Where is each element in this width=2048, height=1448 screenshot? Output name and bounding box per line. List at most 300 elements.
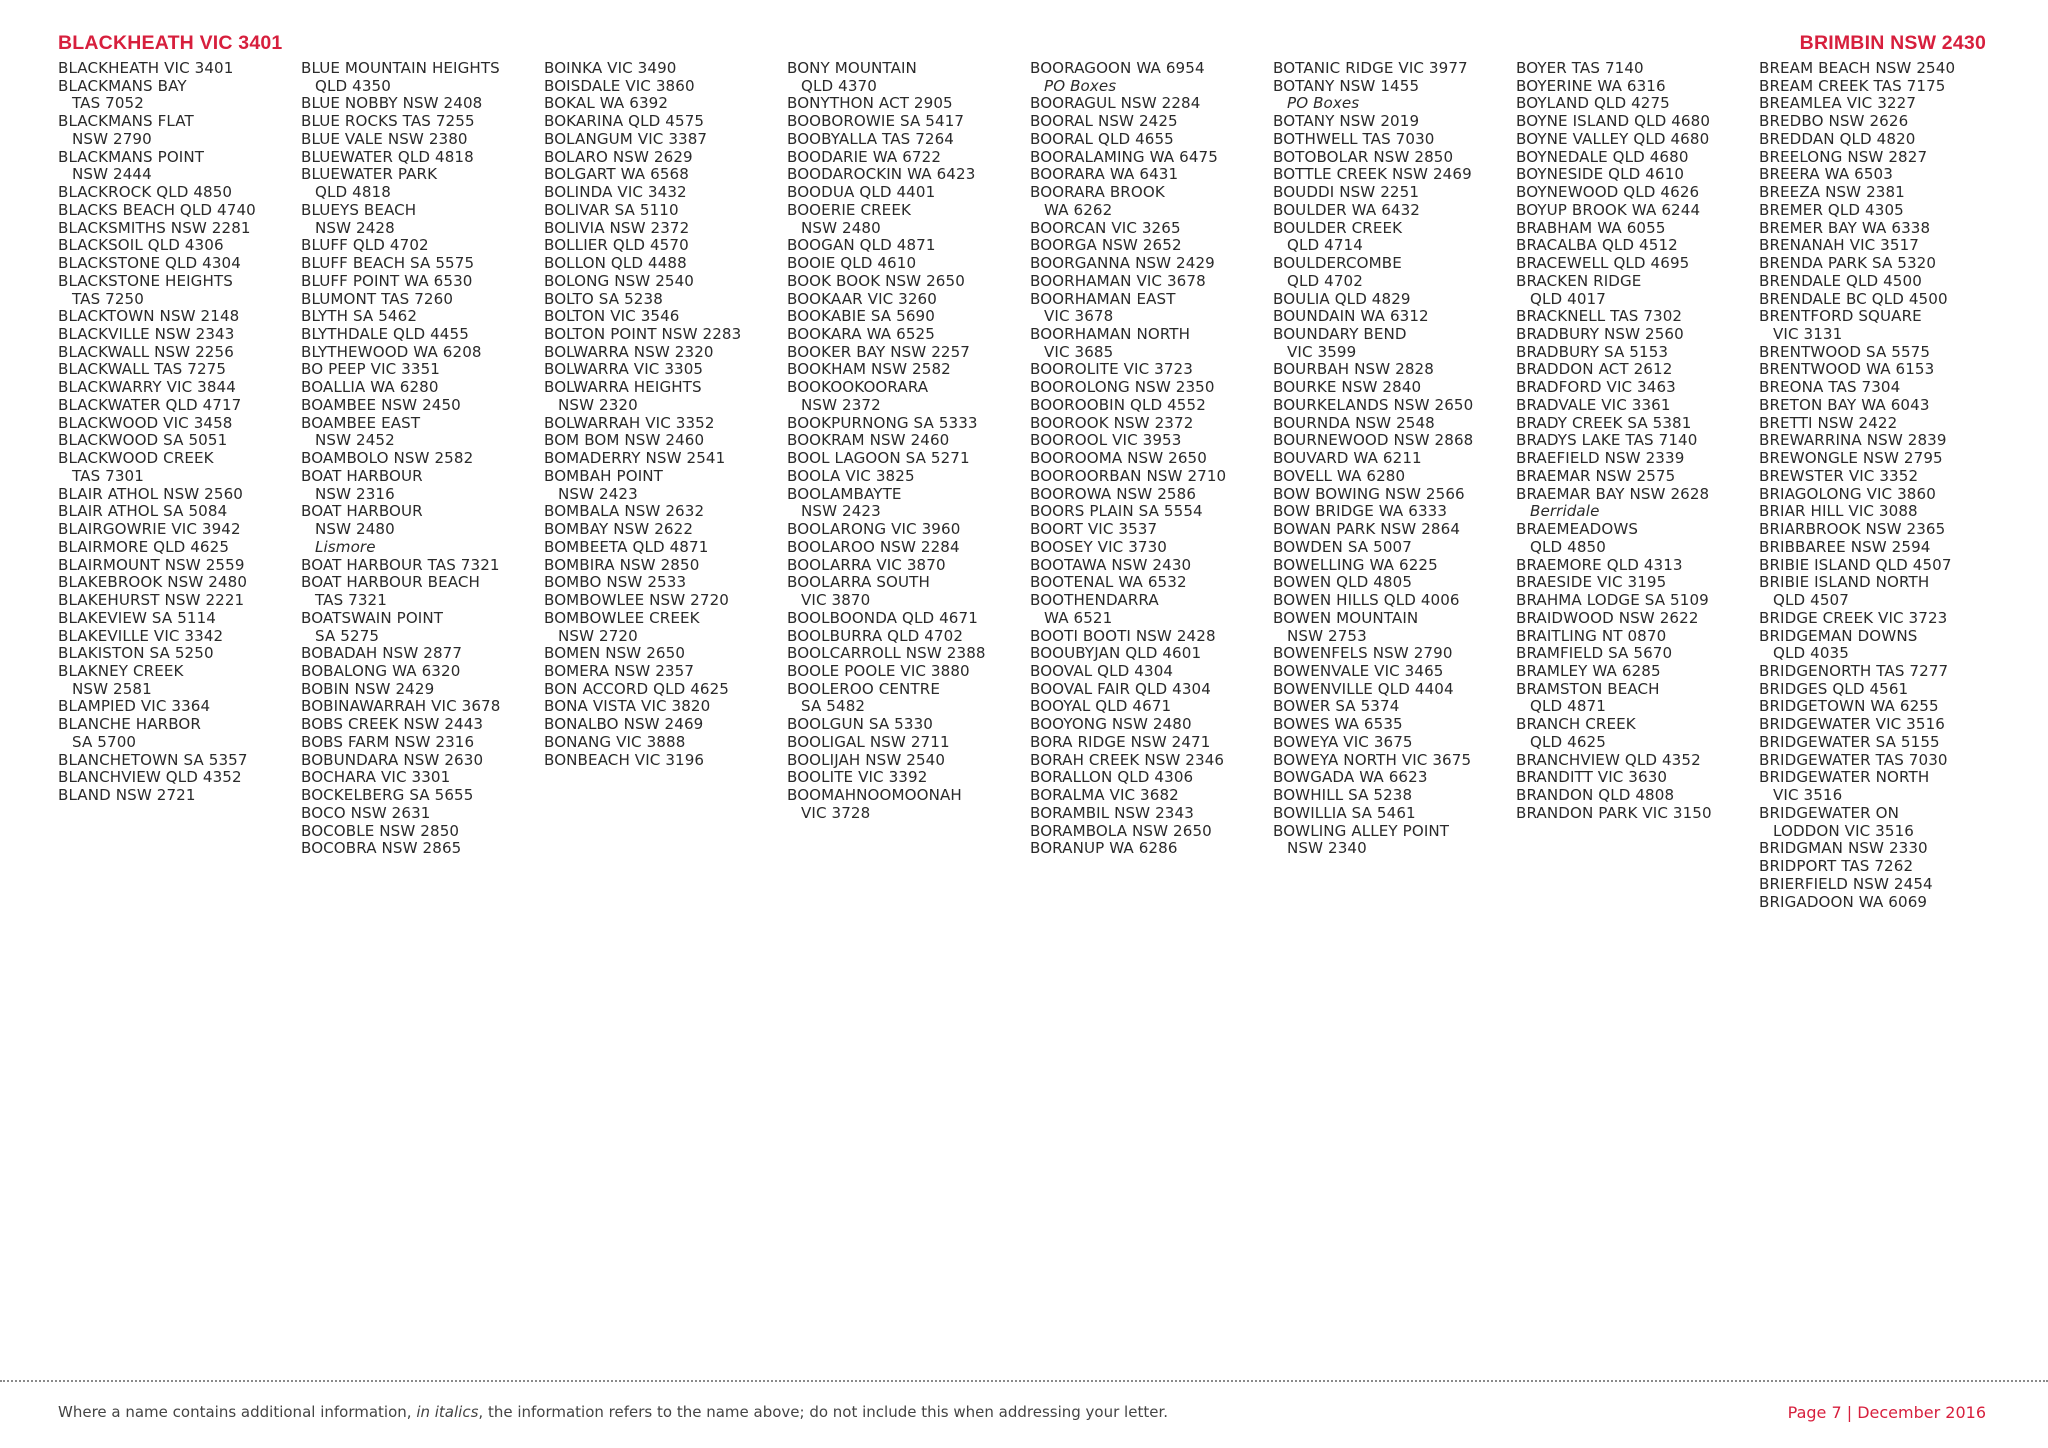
locality-entry xyxy=(301,752,544,770)
locality-name: BOWENVALE VIC 3465 xyxy=(1273,661,1444,680)
locality-name: BOOROORBAN NSW 2710 xyxy=(1030,466,1227,485)
locality-name: BOATSWAIN POINT xyxy=(301,608,444,627)
locality-entry xyxy=(301,503,544,538)
locality-entry xyxy=(1273,184,1516,202)
locality-entry xyxy=(1030,184,1273,219)
locality-entry xyxy=(301,113,544,131)
locality-entry xyxy=(1516,610,1759,628)
locality-name: BRIDGEWATER ON xyxy=(1759,803,1900,822)
locality-entry xyxy=(58,113,301,148)
locality-name: BOOVAL QLD 4304 xyxy=(1030,661,1174,680)
locality-entry xyxy=(544,379,787,414)
locality-entry xyxy=(301,166,544,201)
locality-name: BOAMBEE NSW 2450 xyxy=(301,395,461,414)
locality-state-postcode: SA 5700 xyxy=(72,732,137,751)
header-first-entry: BLACKHEATH VIC 3401 xyxy=(58,32,283,54)
locality-name: BRENANAH VIC 3517 xyxy=(1759,236,1919,255)
locality-entry xyxy=(1516,557,1759,575)
locality-name: BOOKRAM NSW 2460 xyxy=(787,431,950,450)
locality-entry xyxy=(1759,166,2002,184)
locality-name: BOYNESIDE QLD 4610 xyxy=(1516,165,1685,184)
locality-entry xyxy=(301,574,544,609)
locality-entry xyxy=(1516,805,1759,823)
locality-entry xyxy=(1516,574,1759,592)
locality-entry xyxy=(544,237,787,255)
locality-entry xyxy=(1759,255,2002,273)
locality-entry xyxy=(787,521,1030,539)
locality-entry xyxy=(301,823,544,841)
locality-name: BORAH CREEK NSW 2346 xyxy=(1030,750,1225,769)
locality-name: BLAND NSW 2721 xyxy=(58,786,196,805)
locality-name: BOOLCARROLL NSW 2388 xyxy=(787,644,986,663)
locality-column xyxy=(1030,60,1273,911)
locality-name: BOODUA QLD 4401 xyxy=(787,183,936,202)
locality-entry xyxy=(1030,379,1273,397)
locality-entry xyxy=(544,344,787,362)
locality-name: BRANCH CREEK xyxy=(1516,715,1636,734)
locality-name: BOOTAWA NSW 2430 xyxy=(1030,555,1192,574)
locality-name: BORANUP WA 6286 xyxy=(1030,839,1178,858)
locality-entry xyxy=(544,663,787,681)
locality-entry xyxy=(301,60,544,95)
locality-entry xyxy=(787,486,1030,521)
locality-entry xyxy=(1759,663,2002,681)
locality-name: BOMBEETA QLD 4871 xyxy=(544,537,709,556)
locality-entry xyxy=(544,698,787,716)
locality-entry xyxy=(1273,486,1516,504)
locality-entry xyxy=(1273,415,1516,433)
locality-name: BOCHARA VIC 3301 xyxy=(301,768,451,787)
locality-name: BORAMBIL NSW 2343 xyxy=(1030,803,1194,822)
locality-name: BOISDALE VIC 3860 xyxy=(544,76,695,95)
locality-entry xyxy=(1273,166,1516,184)
locality-name: BOOLIGAL NSW 2711 xyxy=(787,732,950,751)
locality-entry xyxy=(1759,131,2002,149)
locality-name: BOWEYA VIC 3675 xyxy=(1273,732,1413,751)
locality-name: BOODARIE WA 6722 xyxy=(787,147,942,166)
locality-state-postcode: NSW 2581 xyxy=(72,679,152,698)
locality-state-postcode: QLD 4507 xyxy=(1773,591,1849,610)
locality-name: BOWAN PARK NSW 2864 xyxy=(1273,520,1461,539)
locality-entry xyxy=(1516,787,1759,805)
locality-name: BLACKSOIL QLD 4306 xyxy=(58,236,224,255)
locality-name: BOLLIER QLD 4570 xyxy=(544,236,689,255)
locality-entry xyxy=(544,645,787,663)
locality-entry xyxy=(1030,805,1273,823)
locality-name: BOORGANNA NSW 2429 xyxy=(1030,254,1215,273)
locality-name: BOORHAMAN EAST xyxy=(1030,289,1176,308)
locality-name: BLAIRGOWRIE VIC 3942 xyxy=(58,520,241,539)
locality-name: BOLWARRA VIC 3305 xyxy=(544,360,704,379)
locality-entry xyxy=(787,361,1030,379)
locality-name: BREAMLEA VIC 3227 xyxy=(1759,94,1917,113)
locality-name: BOVELL WA 6280 xyxy=(1273,466,1406,485)
locality-entry xyxy=(1030,361,1273,379)
locality-name: BRANDON QLD 4808 xyxy=(1516,786,1675,805)
locality-entry xyxy=(1030,486,1273,504)
locality-name: BREMER QLD 4305 xyxy=(1759,200,1904,219)
locality-entry xyxy=(301,663,544,681)
locality-entry xyxy=(58,486,301,504)
locality-entry xyxy=(544,592,787,610)
locality-entry xyxy=(787,202,1030,237)
locality-name: BOYNE VALLEY QLD 4680 xyxy=(1516,129,1710,148)
locality-name: BOLTON VIC 3546 xyxy=(544,307,680,326)
locality-name: BOORCAN VIC 3265 xyxy=(1030,218,1181,237)
locality-name: BRIAR HILL VIC 3088 xyxy=(1759,502,1918,521)
locality-entry xyxy=(1030,787,1273,805)
locality-name: BLUE NOBBY NSW 2408 xyxy=(301,94,483,113)
locality-entry xyxy=(1030,557,1273,575)
locality-name: BOMBOWLEE CREEK xyxy=(544,608,700,627)
locality-state-postcode: NSW 2444 xyxy=(72,165,152,184)
locality-entry xyxy=(1273,149,1516,167)
locality-entry xyxy=(58,237,301,255)
locality-entry xyxy=(1516,60,1759,78)
locality-entry xyxy=(1030,397,1273,415)
locality-name: BOM BOM NSW 2460 xyxy=(544,431,705,450)
locality-entry xyxy=(301,255,544,273)
locality-entry xyxy=(1273,78,1516,96)
locality-name: BOBIN NSW 2429 xyxy=(301,679,435,698)
locality-name: BREWSTER VIC 3352 xyxy=(1759,466,1919,485)
locality-entry xyxy=(58,663,301,698)
locality-name: BLUE ROCKS TAS 7255 xyxy=(301,112,475,131)
locality-entry xyxy=(1273,716,1516,734)
locality-entry xyxy=(1516,716,1759,751)
locality-name: BOYERINE WA 6316 xyxy=(1516,76,1666,95)
locality-entry xyxy=(1759,698,2002,716)
locality-state-postcode: VIC 3516 xyxy=(1773,786,1843,805)
locality-name: BRADBURY SA 5153 xyxy=(1516,342,1669,361)
locality-name: BRETON BAY WA 6043 xyxy=(1759,395,1930,414)
locality-state-postcode: VIC 3870 xyxy=(801,591,871,610)
locality-name: BOOLBURRA QLD 4702 xyxy=(787,626,964,645)
locality-name: BOOTHENDARRA xyxy=(1030,591,1159,610)
locality-entry xyxy=(301,95,544,113)
locality-name: BRADVALE VIC 3361 xyxy=(1516,395,1671,414)
locality-entry xyxy=(301,557,544,575)
locality-name: BOOROOBIN QLD 4552 xyxy=(1030,395,1206,414)
locality-name: BOMBAH POINT xyxy=(544,466,663,485)
locality-entry xyxy=(544,574,787,592)
locality-entry xyxy=(58,645,301,663)
locality-name: BOMBAY NSW 2622 xyxy=(544,520,694,539)
locality-entry xyxy=(1516,131,1759,149)
locality-name: BOUNDARY BEND xyxy=(1273,325,1407,344)
locality-name: BOAMBEE EAST xyxy=(301,413,421,432)
locality-entry xyxy=(1759,876,2002,894)
locality-name: BOOLBOONDA QLD 4671 xyxy=(787,608,978,627)
locality-name: BONALBO NSW 2469 xyxy=(544,715,704,734)
locality-entry xyxy=(1516,184,1759,202)
locality-name: BOOKAAR VIC 3260 xyxy=(787,289,937,308)
locality-name: BLUEYS BEACH xyxy=(301,200,417,219)
locality-entry xyxy=(1273,645,1516,663)
locality-name: BOMBIRA NSW 2850 xyxy=(544,555,700,574)
locality-name: BOOL LAGOON SA 5271 xyxy=(787,449,970,468)
locality-entry xyxy=(58,610,301,628)
locality-entry xyxy=(1516,681,1759,716)
locality-entry xyxy=(787,379,1030,414)
locality-column xyxy=(1273,60,1516,911)
locality-entry xyxy=(301,681,544,699)
locality-entry xyxy=(1030,645,1273,663)
locality-name: BOORT VIC 3537 xyxy=(1030,520,1158,539)
locality-name: BOUNDAIN WA 6312 xyxy=(1273,307,1429,326)
locality-entry xyxy=(1516,166,1759,184)
locality-name: BOW BRIDGE WA 6333 xyxy=(1273,502,1448,521)
locality-name: BOBUNDARA NSW 2630 xyxy=(301,750,484,769)
locality-state-postcode: NSW 2720 xyxy=(558,626,638,645)
locality-entry xyxy=(58,557,301,575)
locality-entry xyxy=(1759,628,2002,663)
locality-name: BOLIVAR SA 5110 xyxy=(544,200,679,219)
locality-name: BOOUBYJAN QLD 4601 xyxy=(1030,644,1202,663)
locality-name: BRAMSTON BEACH xyxy=(1516,679,1660,698)
locality-name: BLACKWOOD VIC 3458 xyxy=(58,413,233,432)
locality-name: BLUFF QLD 4702 xyxy=(301,236,429,255)
locality-name: BORA RIDGE NSW 2471 xyxy=(1030,732,1211,751)
locality-name: BRENDALE QLD 4500 xyxy=(1759,271,1922,290)
locality-entry xyxy=(1759,681,2002,699)
locality-entry xyxy=(301,326,544,344)
locality-entry xyxy=(1030,698,1273,716)
locality-name: BLACKWARRY VIC 3844 xyxy=(58,378,236,397)
locality-entry xyxy=(1273,379,1516,397)
locality-name: BOUVARD WA 6211 xyxy=(1273,449,1422,468)
locality-entry xyxy=(1030,752,1273,770)
locality-entry xyxy=(301,840,544,858)
locality-entry xyxy=(301,698,544,716)
locality-state-postcode: VIC 3599 xyxy=(1287,342,1357,361)
locality-name: BRAEMORE QLD 4313 xyxy=(1516,555,1683,574)
locality-entry xyxy=(58,769,301,787)
locality-name: BREDBO NSW 2626 xyxy=(1759,112,1909,131)
locality-entry xyxy=(301,468,544,503)
locality-name: BOWLING ALLEY POINT xyxy=(1273,821,1450,840)
locality-entry xyxy=(1273,503,1516,521)
locality-entry xyxy=(58,273,301,308)
locality-entry xyxy=(1516,344,1759,362)
locality-entry xyxy=(58,220,301,238)
locality-name: BOUDDI NSW 2251 xyxy=(1273,183,1420,202)
locality-name: BLACKWALL NSW 2256 xyxy=(58,342,234,361)
locality-entry xyxy=(1759,610,2002,628)
locality-entry xyxy=(1516,220,1759,238)
locality-entry xyxy=(1759,769,2002,804)
locality-name: BOOBOROWIE SA 5417 xyxy=(787,112,965,131)
locality-name: BREEZA NSW 2381 xyxy=(1759,183,1905,202)
locality-name: BLAKISTON SA 5250 xyxy=(58,644,214,663)
locality-entry xyxy=(1516,78,1759,96)
locality-name: BOULDERCOMBE xyxy=(1273,254,1402,273)
locality-entry xyxy=(1516,468,1759,486)
locality-name: BRIBBAREE NSW 2594 xyxy=(1759,537,1931,556)
locality-name: BRENDA PARK SA 5320 xyxy=(1759,254,1937,273)
locality-entry xyxy=(1759,184,2002,202)
locality-name: BOORAGOON WA 6954 xyxy=(1030,59,1205,77)
locality-entry xyxy=(1516,592,1759,610)
locality-name: BOOTI BOOTI NSW 2428 xyxy=(1030,626,1216,645)
locality-entry xyxy=(1273,787,1516,805)
locality-entry xyxy=(58,184,301,202)
locality-entry xyxy=(1759,894,2002,912)
locality-name: BOCOBRA NSW 2865 xyxy=(301,839,462,858)
locality-name: BRADBURY NSW 2560 xyxy=(1516,325,1684,344)
locality-name: BOTHWELL TAS 7030 xyxy=(1273,129,1435,148)
locality-name: BOLIVIA NSW 2372 xyxy=(544,218,690,237)
locality-name: BOOROOL VIC 3953 xyxy=(1030,431,1182,450)
locality-state-postcode: QLD 4702 xyxy=(1287,271,1363,290)
locality-entry xyxy=(787,326,1030,344)
locality-entry xyxy=(1516,663,1759,681)
locality-name: BLAIRMORE QLD 4625 xyxy=(58,537,230,556)
locality-name: BRAEMAR NSW 2575 xyxy=(1516,466,1676,485)
locality-entry xyxy=(301,131,544,149)
locality-name: BOLWARRAH VIC 3352 xyxy=(544,413,715,432)
locality-name: BRIDGE CREEK VIC 3723 xyxy=(1759,608,1948,627)
locality-name: BORAMBOLA NSW 2650 xyxy=(1030,821,1212,840)
locality-name: BRETTI NSW 2422 xyxy=(1759,413,1898,432)
locality-entry xyxy=(544,113,787,131)
locality-name: BRIGADOON WA 6069 xyxy=(1759,892,1928,911)
locality-entry xyxy=(1030,220,1273,238)
locality-entry xyxy=(301,397,544,415)
locality-name: BON ACCORD QLD 4625 xyxy=(544,679,730,698)
locality-entry xyxy=(58,787,301,805)
locality-name: BOBALONG WA 6320 xyxy=(301,661,461,680)
locality-entry xyxy=(544,450,787,468)
locality-name: BOTANY NSW 1455 xyxy=(1273,76,1420,95)
locality-entry xyxy=(1759,415,2002,433)
locality-name: BLACKMANS FLAT xyxy=(58,112,194,131)
locality-entry xyxy=(787,628,1030,646)
locality-name: BOTOBOLAR NSW 2850 xyxy=(1273,147,1454,166)
locality-entry xyxy=(1273,202,1516,220)
locality-state-postcode: QLD 4714 xyxy=(1287,236,1363,255)
locality-name: BLAIR ATHOL SA 5084 xyxy=(58,502,228,521)
locality-entry xyxy=(1516,273,1759,308)
locality-entry xyxy=(1030,840,1273,858)
locality-name: BOLANGUM VIC 3387 xyxy=(544,129,708,148)
locality-entry xyxy=(787,308,1030,326)
locality-name: BOORAGUL NSW 2284 xyxy=(1030,94,1201,113)
locality-name: BOYLAND QLD 4275 xyxy=(1516,94,1670,113)
locality-name: BLAIRMOUNT NSW 2559 xyxy=(58,555,245,574)
locality-entry xyxy=(1516,202,1759,220)
locality-name: BOLONG NSW 2540 xyxy=(544,271,695,290)
locality-name: BOCO NSW 2631 xyxy=(301,803,431,822)
locality-name: BOORHAMAN VIC 3678 xyxy=(1030,271,1206,290)
locality-entry xyxy=(1030,415,1273,433)
locality-name: BLUEWATER PARK xyxy=(301,165,438,184)
locality-name: BLANCHETOWN SA 5357 xyxy=(58,750,248,769)
locality-entry xyxy=(544,220,787,238)
locality-name: BOOLARONG VIC 3960 xyxy=(787,520,961,539)
locality-entry xyxy=(544,308,787,326)
locality-state-postcode: VIC 3685 xyxy=(1044,342,1114,361)
locality-entry xyxy=(58,698,301,716)
locality-name: BOWENFELS NSW 2790 xyxy=(1273,644,1453,663)
locality-entry xyxy=(787,344,1030,362)
locality-state-postcode: WA 6521 xyxy=(1044,608,1113,627)
locality-entry xyxy=(1516,379,1759,397)
locality-name: BOMEN NSW 2650 xyxy=(544,644,686,663)
locality-entry xyxy=(1516,415,1759,433)
locality-state-postcode: QLD 4017 xyxy=(1530,289,1606,308)
locality-state-postcode: VIC 3728 xyxy=(801,803,871,822)
header-last-entry: BRIMBIN NSW 2430 xyxy=(1799,32,1986,54)
locality-entry xyxy=(1759,397,2002,415)
locality-entry xyxy=(1273,432,1516,450)
locality-name: BOWEN HILLS QLD 4006 xyxy=(1273,591,1460,610)
locality-name: BRIDGEWATER SA 5155 xyxy=(1759,732,1940,751)
locality-state-postcode: NSW 2452 xyxy=(315,431,395,450)
locality-entry xyxy=(58,716,301,751)
locality-name: BOORGA NSW 2652 xyxy=(1030,236,1182,255)
locality-entry xyxy=(544,716,787,734)
locality-entry xyxy=(1273,326,1516,361)
locality-name: BOURNDA NSW 2548 xyxy=(1273,413,1435,432)
locality-entry xyxy=(1273,663,1516,681)
locality-state-postcode: NSW 2320 xyxy=(558,395,638,414)
locality-name: BRAIDWOOD NSW 2622 xyxy=(1516,608,1699,627)
locality-name: BOWELLING WA 6225 xyxy=(1273,555,1438,574)
locality-name: BLACKS BEACH QLD 4740 xyxy=(58,200,256,219)
locality-state-postcode: SA 5482 xyxy=(801,697,866,716)
locality-column xyxy=(1516,60,1759,911)
locality-entry xyxy=(1516,113,1759,131)
locality-entry xyxy=(544,681,787,699)
locality-name: BLANCHVIEW QLD 4352 xyxy=(58,768,242,787)
locality-entry xyxy=(58,255,301,273)
locality-state-postcode: QLD 4350 xyxy=(315,76,391,95)
locality-name: BLYTHDALE QLD 4455 xyxy=(301,325,469,344)
locality-entry xyxy=(544,273,787,291)
locality-name: BOODAROCKIN WA 6423 xyxy=(787,165,976,184)
locality-entry xyxy=(787,415,1030,433)
locality-name: BOORALAMING WA 6475 xyxy=(1030,147,1218,166)
locality-entry xyxy=(1273,681,1516,699)
locality-name: BOMBO NSW 2533 xyxy=(544,573,687,592)
locality-entry xyxy=(787,663,1030,681)
locality-name: BRAMFIELD SA 5670 xyxy=(1516,644,1673,663)
locality-name: BOKARINA QLD 4575 xyxy=(544,112,705,131)
locality-name: BRIDGEWATER VIC 3516 xyxy=(1759,715,1945,734)
locality-state-postcode: NSW 2790 xyxy=(72,129,152,148)
locality-name: BRACEWELL QLD 4695 xyxy=(1516,254,1690,273)
locality-entry xyxy=(1759,237,2002,255)
locality-entry xyxy=(58,574,301,592)
locality-entry xyxy=(301,450,544,468)
locality-entry xyxy=(1516,326,1759,344)
locality-entry xyxy=(787,432,1030,450)
locality-name: BOWER SA 5374 xyxy=(1273,697,1400,716)
locality-entry xyxy=(787,131,1030,149)
locality-entry xyxy=(1759,95,2002,113)
locality-note: Lismore xyxy=(315,537,376,556)
locality-entry xyxy=(1273,397,1516,415)
locality-entry xyxy=(787,184,1030,202)
locality-entry xyxy=(58,752,301,770)
locality-name: BOAT HARBOUR xyxy=(301,466,423,485)
locality-name: BOURKELANDS NSW 2650 xyxy=(1273,395,1474,414)
locality-name: BOORARA WA 6431 xyxy=(1030,165,1179,184)
locality-name: BOULIA QLD 4829 xyxy=(1273,289,1411,308)
locality-name: BLYTHEWOOD WA 6208 xyxy=(301,342,482,361)
locality-column xyxy=(1759,60,2002,911)
